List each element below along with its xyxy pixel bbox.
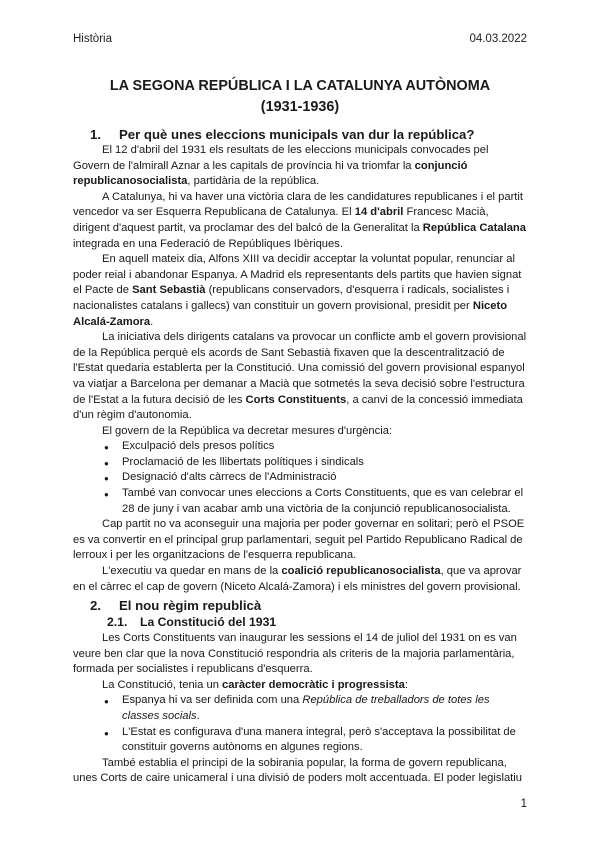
section-1-title: Per què unes eleccions municipals van dur la república?: [119, 127, 475, 142]
bold-term: Sant Sebastià: [132, 284, 206, 297]
paragraph: [73, 252, 527, 330]
section-2-title: El nou règim republicà: [119, 598, 262, 613]
text: integrada en una Federació de Repúbliques Ibèriques.: [73, 237, 343, 250]
list-item: ● L'Estat es configurava d'una manera integral, però s'acceptava la possibilitat de constituir governs autònoms en algunes regions.: [73, 725, 527, 756]
bold-term: República Catalana: [422, 221, 526, 234]
paragraph: [73, 330, 527, 424]
paragraph: [73, 143, 527, 190]
bold-term: conjunció republicanosocialista: [73, 159, 468, 188]
text: L'executiu va quedar en mans de la: [102, 565, 282, 578]
text: .: [150, 315, 154, 328]
title-line-1: LA SEGONA REPÚBLICA I LA CATALUNYA AUTÒNOMA: [109, 78, 491, 94]
text: Espanya hi va ser definida com una: [122, 694, 303, 707]
text: , partidària de la república.: [187, 175, 320, 188]
bold-term: Corts Constituents: [245, 393, 347, 406]
paragraph: El govern de la República va decretar mesures d'urgència:: [102, 424, 393, 437]
paragraph: [73, 678, 527, 694]
header-subject: Història: [73, 33, 112, 45]
section-2-body: [73, 631, 527, 787]
header-date: 04.03.2022: [469, 33, 527, 45]
subsection-2-1-title: La Constitució del 1931: [140, 615, 277, 629]
text: , que va aprovar en el càrrec el cap de govern (Niceto Alcalá-Zamora) i els ministres del govern provisional.: [73, 565, 522, 593]
bold-term: 14 d'abril: [354, 206, 404, 219]
text: , a canvi de la concessió immediata d'un règim d'autonomia.: [73, 393, 523, 422]
bold-term: Niceto Alcalá-Zamora: [73, 299, 508, 328]
section-1-body: [73, 143, 527, 595]
text: (republicans conservadors, d'esquerra i radicals, socialistes i nacionalistes catalans i gallecs) van constituir un govern provisional, presidit per: [73, 284, 510, 312]
measures-list: [73, 439, 527, 517]
bold-term: coalició republicanosocialista: [281, 565, 441, 578]
text: En aquell mateix dia, Alfons XIII va decidir acceptar la voluntat popular, renunciar al poder reial i abandonar Espanya. A Madrid els representants dels partits que havien signat el Pacte de: [73, 253, 522, 297]
text: .: [196, 709, 200, 722]
text: La Constitució, tenia un: [102, 678, 223, 691]
list-item: ● Exculpació dels presos polítics: [73, 439, 527, 455]
paragraph: També establia el principi de la sobirania popular, la forma de govern republicana, unes Corts de caire unicameral i una divisió de poders molt accentuada. El poder legislatiu: [73, 756, 522, 785]
subsection-2-1-heading: [107, 615, 276, 629]
section-2-heading: [90, 598, 261, 613]
subsection-2-1-number: 2.1.: [107, 615, 128, 629]
list-item: ● També van convocar unes eleccions a Corts Constituents, que es van celebrar el 28 de juny i van acabar amb una victòria de la conjunció republicanosocialista.: [73, 486, 527, 517]
section-2-number: 2.: [90, 598, 101, 613]
paragraph: Cap partit no va aconseguir una majoria per poder governar en solitari; però el PSOE es va convertir en el principal grup parlamentari, seguit pel Partido Republicano Radical de lerroux i per les organitzacions de l'esquerra republicana.: [73, 518, 525, 562]
title-line-2: (1931-1936): [260, 99, 340, 115]
list-item: ● Designació d'alts càrrecs de l'Administració: [73, 470, 527, 486]
text: Francesc Macià, dirigent d'aquest partit, va proclamar des del balcó de la Generalitat la: [73, 206, 489, 234]
document-title: [60, 76, 540, 118]
section-1-number: 1.: [90, 127, 101, 142]
text: :: [404, 678, 408, 691]
page-number: 1: [520, 798, 527, 810]
text: La iniciativa dels dirigents catalans va provocar un conflicte amb el govern provisional de la República perquè els acords de Sant Sebastià fixaven que la descentralització de l'Estat quedaria establerta per la Constitució. Una comissió del govern provisional espanyol va viatjar a Barcelona per demanar a Macià que sotmetés la seva decisió sobre l'estructura de l'Estat a la futura decisió de les: [73, 331, 527, 406]
bold-term: caràcter democràtic i progressista: [222, 678, 405, 691]
italic-term: República de treballadors de totes les classes socials: [122, 694, 490, 722]
constitution-list: [73, 693, 527, 755]
paragraph: [73, 564, 527, 595]
paragraph: [73, 190, 527, 252]
section-1-heading: [90, 127, 474, 142]
list-item: [73, 693, 527, 724]
text: A Catalunya, hi va haver una victòria clara de les candidatures republicanes i el partit vencedor va ser Esquerra Republicana de Catalunya. El: [73, 190, 524, 219]
list-item: ● Proclamació de les llibertats polítiques i sindicals: [73, 455, 527, 471]
paragraph: Les Corts Constituents van inaugurar les sessions el 14 de juliol del 1931 on es van veure ben clar que la nova Constitució respondria als criteris de la majoria parlamentària, formada per socialistes i republicans d'esquerra.: [73, 632, 517, 676]
text: El 12 d'abril del 1931 els resultats de les eleccions municipals convocades pel Govern de l'almirall Aznar a les capitals de província hi va triomfar la: [73, 144, 489, 172]
